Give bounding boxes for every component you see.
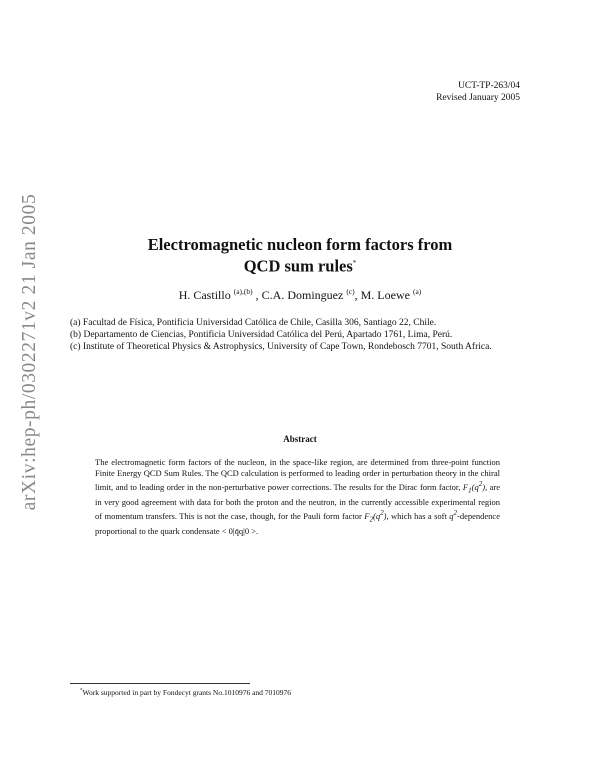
author-list <box>0 287 600 303</box>
abstract-body: The electromagnetic form factors of the nucleon, in the space-like region, are determined from three-point function Finite Energy QCD Sum Rules. The QCD calculation is performed to leading order in perturbation theory in the chiral limit, and to leading order in the non-perturbative power corrections. The results for the Dirac form factor, $F_1(q^2)$, are in very good agreement with data for both the proton and the neutron, in the currently accessible experimental region of momentum transfers. This is not the case, though, for the Pauli form factor $F_2(q^2)$, which has a soft $q^2$-dependence proportional to the quark condensate < 0|q̄q|0 >. <box>95 457 500 537</box>
momentum-transfer-symbol: $q^2$ <box>449 509 458 522</box>
revision-date: Revised January 2005 <box>436 93 520 103</box>
author-dominguez-affiliation: (c) <box>346 287 355 296</box>
author-loewe: , M. Loewe <box>354 288 410 302</box>
paper-title <box>0 235 600 276</box>
abstract-text-1: The electromagnetic form factors of the nucleon, in the space-like region, are determined from three-point function Finite Energy QCD Sum Rules. The QCD calculation is performed to leading order in perturbation theory in the chiral limit, and to leading order in the non-perturbative power corrections. The results for the Dirac form factor, <box>95 457 500 493</box>
abstract-heading: Abstract <box>283 434 317 444</box>
title-line-2 <box>0 254 600 276</box>
quark-condensate: < 0|q̄q|0 > <box>221 526 257 537</box>
author-dominguez: , C.A. Dominguez <box>255 288 344 302</box>
affiliation-b: (b) Departamento de Ciencias, Pontificia Universidad Católica del Perú, Apartado 1761, Lima, Perú. <box>70 330 453 340</box>
dirac-form-factor: $F_1(q^2)$ <box>462 480 486 495</box>
report-number: UCT-TP-263/04 <box>458 81 520 91</box>
footnote-text: Work supported in part by Fondecyt grants No.1010976 and 7010976 <box>82 688 292 697</box>
title-footnote-mark: * <box>352 259 357 267</box>
footnote-rule <box>70 683 250 684</box>
title-line-2-text: QCD sum rules <box>243 256 353 276</box>
arxiv-identifier-stamp: arXiv:hep-ph/0302271v2 21 Jan 2005 <box>19 193 40 511</box>
affiliation-a: (a) Facultad de Física, Pontificia Universidad Católica de Chile, Casilla 306, Santiago 22, Chile. <box>70 318 437 328</box>
author-castillo-affiliation: (a),(b) <box>233 287 253 296</box>
pauli-form-factor: $F_2(q^2)$ <box>364 509 387 524</box>
footnote-mark: * <box>80 688 83 694</box>
author-loewe-affiliation: (a) <box>412 287 422 296</box>
footnote <box>80 688 291 697</box>
title-line-1: Electromagnetic nucleon form factors from <box>147 235 453 254</box>
abstract-text-3: , which has a soft <box>386 511 450 522</box>
abstract-text-2: , are in very good agreement with data for both the proton and the neutron, in the currently accessible experimental region of momentum transfers. This is not the case, though, for the Pauli form factor <box>95 482 500 522</box>
author-castillo: H. Castillo <box>178 288 231 302</box>
affiliation-c: (c) Institute of Theoretical Physics & Astrophysics, University of Cape Town, Rondebosch 7701, South Africa. <box>70 342 492 352</box>
abstract-text-4: -dependence proportional to the quark condensate <box>95 511 500 537</box>
